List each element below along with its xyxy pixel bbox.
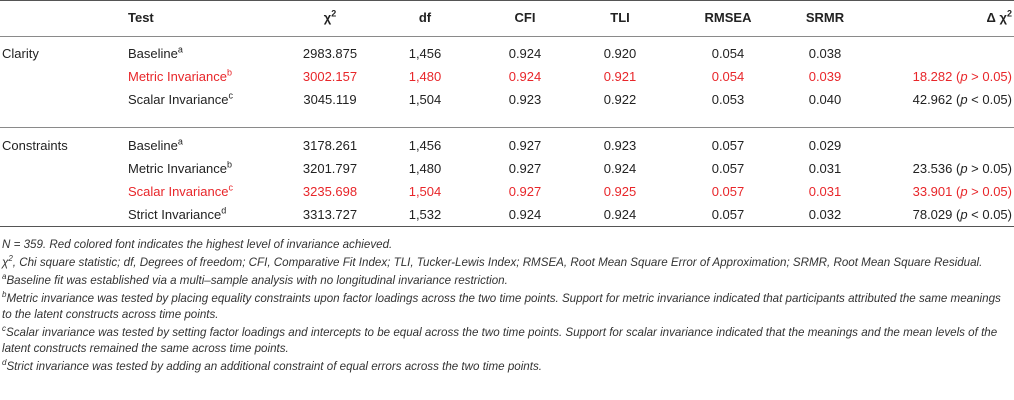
srmr-cell: 0.031 [808,161,842,176]
chi-square-cell: 3235.698 [302,184,358,199]
note-b [2,291,1007,323]
test-footnote-marker: a [177,136,183,147]
header-chi-square [290,7,370,29]
header-df: df [418,10,432,25]
header-chi-sup: 2 [331,8,337,19]
delta-p-value: p > 0.05) [960,161,1012,176]
tli-cell: 0.923 [603,138,637,153]
table-top-rule [0,0,1014,1]
rmsea-cell: 0.054 [711,69,745,84]
test-name: Scalar Invariance [128,184,229,199]
header-delta-chi-square [892,7,1012,29]
chi-square-cell: 3201.797 [302,161,358,176]
note-d-marker: d [2,358,7,368]
chi-square-cell: 3045.119 [303,92,357,107]
test-name-cell [128,135,183,157]
cfi-cell: 0.924 [508,46,542,61]
test-name-cell [128,43,183,65]
delta-chi-square-cell [913,181,1012,203]
note-d [2,359,1007,375]
tli-cell: 0.924 [603,161,637,176]
header-cfi: CFI [514,10,536,25]
delta-chi-square-cell [913,89,1012,111]
srmr-cell: 0.029 [808,138,842,153]
test-name: Strict Invariance [128,207,222,222]
tli-cell: 0.924 [603,207,637,222]
rmsea-cell: 0.053 [711,92,745,107]
delta-value: 78.029 ( [912,207,961,222]
chi-square-cell: 3002.157 [302,69,358,84]
chi-square-cell: 3313.727 [302,207,358,222]
delta-p-value: p > 0.05) [960,69,1012,84]
note-abbrev-text: , Chi square statistic; df, Degrees of freedom; CFI, Comparative Fit Index; TLI, Tucker-Lewis Index; RMSEA, Root Mean Square Error of Approximation; SRMR, Root Mean Square Residual. [12,256,983,269]
table-bottom-rule [0,226,1014,227]
delta-p-value: p < 0.05) [960,92,1012,107]
test-footnote-marker: c [228,182,233,193]
df-cell: 1,480 [408,69,442,84]
note-abbreviations [2,255,1007,271]
note-sample-size: N = 359. Red colored font indicates the highest level of invariance achieved. [2,238,393,251]
test-name: Metric Invariance [128,161,227,176]
table-notes [2,237,1007,377]
header-chi-symbol: χ [323,10,332,25]
note-c [2,325,1007,357]
group-label: Constraints [2,138,68,153]
rmsea-cell: 0.057 [711,138,745,153]
header-srmr: SRMR [805,10,845,25]
chi-square-cell: 3178.261 [302,138,358,153]
note-abbrev-chi: χ [2,256,9,269]
test-footnote-marker: a [177,44,183,55]
note-c-marker: c [2,324,6,334]
cfi-cell: 0.927 [508,138,542,153]
test-name-cell [128,66,232,88]
note-a [2,273,1007,289]
df-cell: 1,456 [408,46,442,61]
test-footnote-marker: c [228,90,233,101]
srmr-cell: 0.032 [808,207,842,222]
test-name: Baseline [128,46,178,61]
cfi-cell: 0.927 [508,184,542,199]
rmsea-cell: 0.057 [711,161,745,176]
table-header-row [0,7,1014,29]
header-rule [0,36,1014,37]
header-tli: TLI [610,10,630,25]
header-test: Test [128,10,154,25]
cfi-cell: 0.924 [508,69,542,84]
tli-cell: 0.925 [603,184,637,199]
table-row [0,204,1014,226]
df-cell: 1,532 [408,207,442,222]
cfi-cell: 0.927 [508,161,542,176]
test-name-cell [128,181,233,203]
delta-p-value: p > 0.05) [960,184,1012,199]
test-name: Scalar Invariance [128,92,229,107]
rmsea-cell: 0.054 [711,46,745,61]
note-abbrev-sup: 2 [8,254,13,264]
delta-chi-square-cell [913,158,1012,180]
delta-p-value: p < 0.05) [960,207,1012,222]
test-footnote-marker: d [221,205,227,216]
delta-chi-square-cell [913,66,1012,88]
delta-value: 42.962 ( [912,92,961,107]
note-c-text: Scalar invariance was tested by setting factor loadings and intercepts to be equal across the two time points. Support for scalar invariance indicated that the meanings and the mean levels of the latent constructs remained the same across time points. [2,326,998,355]
test-name: Metric Invariance [128,69,227,84]
delta-chi-square-cell [913,204,1012,226]
delta-value: 18.282 ( [912,69,961,84]
group-label: Clarity [2,46,39,61]
test-footnote-marker: b [226,67,232,78]
tli-cell: 0.920 [603,46,637,61]
header-delta-symbol: Δ χ [986,10,1007,25]
group-separator-rule [0,127,1014,128]
rmsea-cell: 0.057 [711,207,745,222]
note-a-text: Baseline fit was established via a multi–sample analysis with no longitudinal invariance restriction. [6,274,508,287]
df-cell: 1,480 [408,161,442,176]
df-cell: 1,504 [408,184,442,199]
srmr-cell: 0.031 [808,184,842,199]
test-name-cell [128,204,226,226]
delta-value: 23.536 ( [912,161,961,176]
test-name-cell [128,158,232,180]
df-cell: 1,504 [408,92,442,107]
test-footnote-marker: b [226,159,232,170]
cfi-cell: 0.924 [508,207,542,222]
rmsea-cell: 0.057 [711,184,745,199]
table-row [0,158,1014,180]
tli-cell: 0.922 [603,92,637,107]
note-a-marker: a [2,272,7,282]
header-delta-sup: 2 [1006,8,1012,19]
cfi-cell: 0.923 [508,92,542,107]
table-row [0,66,1014,88]
note-b-marker: b [2,290,7,300]
delta-value: 33.901 ( [912,184,961,199]
header-rmsea: RMSEA [704,10,752,25]
table-row [0,135,1014,157]
test-name-cell [128,89,233,111]
table-row [0,89,1014,111]
note-b-text: Metric invariance was tested by placing equality constraints upon factor loadings across the two time points. Support for metric invariance indicated that participants attributed the same meanings to the latent constructs across time points. [2,292,1001,321]
table-row [0,43,1014,65]
chi-square-cell: 2983.875 [302,46,358,61]
table-row [0,181,1014,203]
srmr-cell: 0.040 [808,92,842,107]
df-cell: 1,456 [408,138,442,153]
srmr-cell: 0.039 [808,69,842,84]
srmr-cell: 0.038 [808,46,842,61]
test-name: Baseline [128,138,178,153]
note-d-text: Strict invariance was tested by adding an additional constraint of equal errors across the two time points. [6,360,542,373]
tli-cell: 0.921 [603,69,637,84]
